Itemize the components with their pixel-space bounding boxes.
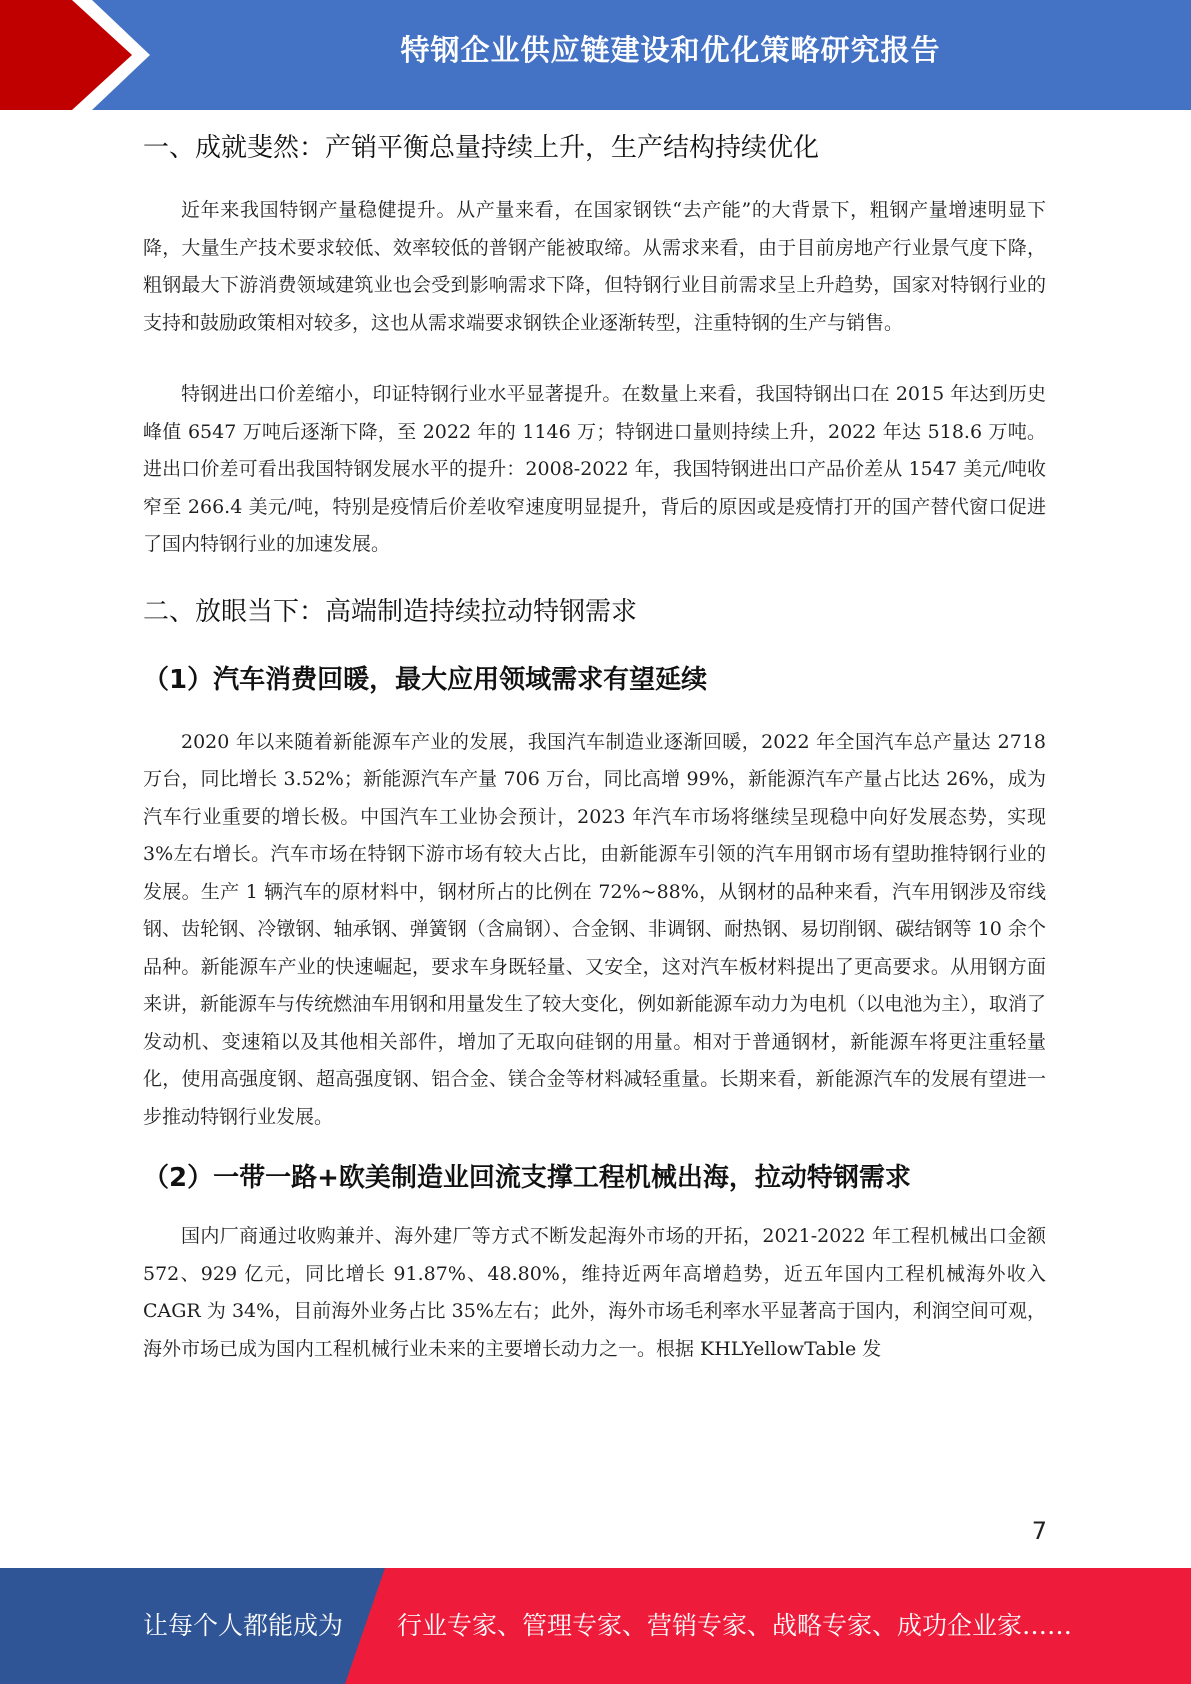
main-content: [143, 128, 1046, 1368]
paragraph-import-export: 特钢进出口价差缩小，印证特钢行业水平显著提升。在数量上来看，我国特钢出口在 2015 年达到历史峰值 6547 万吨后逐渐下降，至 2022 年的 1146 万；特钢进口量则持续上升，2022 年达 518.6 万吨。进出口价差可看出我国特钢发展水平的提升：2008-2022 年，我国特钢进出口产品价差从 1547 美元/吨收窄至 266.4 美元/吨，特别是疫情后价差收窄速度明显提升，背后的原因或是疫情打开的国产替代窗口促进了国内特钢行业的加速发展。: [143, 383, 1046, 555]
footer-banner: [0, 1568, 1191, 1684]
paragraph-automotive: 2020 年以来随着新能源车产业的发展，我国汽车制造业逐渐回暖，2022 年全国汽车总产量达 2718 万台，同比增长 3.52%；新能源汽车产量 706 万台，同比高增 99%，新能源汽车产量占比达 26%，成为汽车行业重要的增长极。中国汽车工业协会预计，2023 年汽车市场将继续呈现稳中向好发展态势，实现 3%左右增长。汽车市场在特钢下游市场有较大占比，由新能源车引领的汽车用钢市场有望助推特钢行业的发展。生产 1 辆汽车的原材料中，钢材所占的比例在 72%~88%，从钢材的品种来看，汽车用钢涉及帘线钢、齿轮钢、冷镦钢、轴承钢、弹簧钢（含扁钢）、合金钢、非调钢、耐热钢、易切削钢、碳结钢等 10 余个品种。新能源车产业的快速崛起，要求车身既轻量、又安全，这对汽车板材料提出了更高要求。从用钢方面来讲，新能源车与传统燃油车用钢和用量发生了较大变化，例如新能源车动力为电机（以电池为主），取消了发动机、变速箱以及其他相关部件，增加了无取向硅钢的用量。相对于普通钢材，新能源车将更注重轻量化，使用高强度钢、超高强度钢、铝合金、镁合金等材料减轻重量。长期来看，新能源汽车的发展有望进一步推动特钢行业发展。: [143, 730, 1046, 1128]
header-banner: [0, 0, 1191, 110]
header-chevron-icon: [0, 0, 150, 110]
page-number: 7: [1031, 1517, 1047, 1545]
section-heading-current: 二、放眼当下：高端制造持续拉动特钢需求: [143, 596, 638, 627]
section-heading-achievements: 一、成就斐然：产销平衡总量持续上升，生产结构持续优化: [143, 133, 820, 163]
report-title: 特钢企业供应链建设和优化策略研究报告: [400, 33, 941, 67]
footer-slogan-right: 行业专家、管理专家、营销专家、战略专家、成功企业家……: [397, 1611, 1073, 1640]
subsection-heading-automotive: （1）汽车消费回暖，最大应用领域需求有望延续: [143, 664, 708, 695]
subsection-heading-machinery: （2）一带一路+欧美制造业回流支撑工程机械出海，拉动特钢需求: [143, 1163, 911, 1193]
paragraph-machinery: 国内厂商通过收购兼并、海外建厂等方式不断发起海外市场的开拓，2021-2022 年工程机械出口金额 572、929 亿元，同比增长 91.87%、48.80%，维持近两年高增趋势，近五年国内工程机械海外收入 CAGR 为 34%，目前海外业务占比 35%左右；此外，海外市场毛利率水平显著高于国内，利润空间可观，海外市场已成为国内工程机械行业未来的主要增长动力之一。根据 KHLYellowTable 发: [143, 1225, 1046, 1360]
paragraph-output-growth: 近年来我国特钢产量稳健提升。从产量来看，在国家钢铁“去产能”的大背景下，粗钢产量增速明显下降，大量生产技术要求较低、效率较低的普钢产能被取缔。从需求来看，由于目前房地产行业景气度下降，粗钢最大下游消费领域建筑业也会受到影响需求下降，但特钢行业目前需求呈上升趋势，国家对特钢行业的支持和鼓励政策相对较多，这也从需求端要求钢铁企业逐渐转型，注重特钢的生产与销售。: [143, 199, 1046, 334]
footer-slogan-left: 让每个人都能成为: [143, 1611, 344, 1640]
